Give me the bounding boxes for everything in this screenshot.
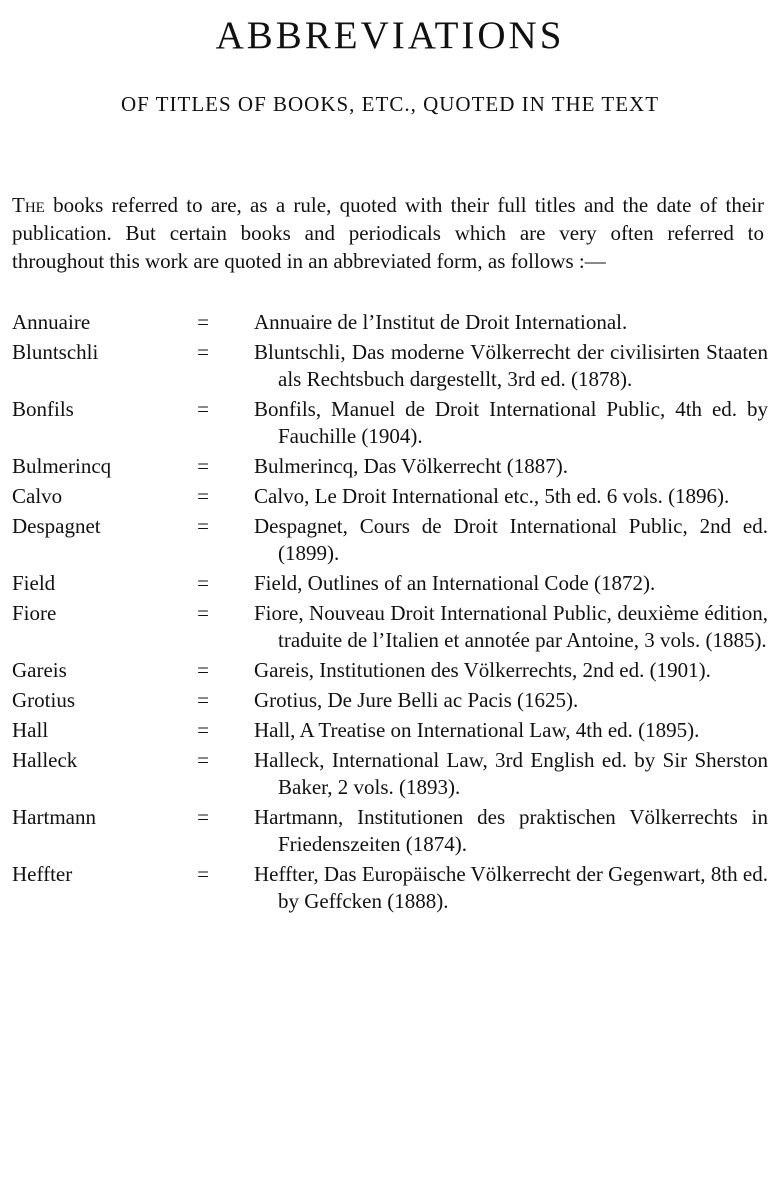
equals-sign: = xyxy=(197,805,209,829)
abbreviation-full-title: Hall, A Treatise on International Law, 4th ed. (1895). xyxy=(254,718,700,742)
abbreviation-term: Grotius xyxy=(12,688,75,712)
abbreviation-entry xyxy=(12,483,768,510)
equals-sign: = xyxy=(197,514,209,538)
abbreviation-entry xyxy=(12,747,768,801)
abbreviation-entry xyxy=(12,396,768,450)
abbreviation-term: Field xyxy=(12,571,56,595)
abbreviation-entry xyxy=(12,453,768,480)
abbreviation-term: Gareis xyxy=(12,658,67,682)
equals-sign: = xyxy=(197,601,209,625)
abbreviation-term: Heffter xyxy=(12,862,73,886)
abbreviation-entry xyxy=(12,513,768,567)
abbreviation-full-title: Bonfils, Manuel de Droit International Public, 4th ed. by Fauchille (1904). xyxy=(254,397,768,448)
equals-sign: = xyxy=(197,484,209,508)
abbreviation-term: Calvo xyxy=(12,484,63,508)
abbreviation-entry xyxy=(12,570,768,597)
abbreviation-full-title: Grotius, De Jure Belli ac Pacis (1625). xyxy=(254,688,579,712)
abbreviation-full-title: Fiore, Nouveau Droit International Public, deuxième édition, traduite de l’Italien et annotée par Antoine, 3 vols. (1885). xyxy=(254,601,768,652)
intro-text: books referred to are, as a rule, quoted with their full titles and the date of their publication. But certain books and periodicals which are very often referred to throughout this work are quoted in an abbreviated form, as follows :— xyxy=(12,193,764,273)
abbreviation-full-title: Gareis, Institutionen des Völkerrechts, 2nd ed. (1901). xyxy=(254,658,711,682)
abbreviation-entry xyxy=(12,861,768,915)
abbreviation-full-title: Field, Outlines of an International Code (1872). xyxy=(254,571,656,595)
abbreviation-entry xyxy=(12,657,768,684)
abbreviation-term: Annuaire xyxy=(12,310,91,334)
abbreviation-entry xyxy=(12,339,768,393)
abbreviation-full-title: Despagnet, Cours de Droit International Public, 2nd ed. (1899). xyxy=(254,514,768,565)
page-title: ABBREVIATIONS xyxy=(215,14,565,57)
page-subtitle: OF TITLES OF BOOKS, ETC., QUOTED IN THE TEXT xyxy=(120,92,660,116)
equals-sign: = xyxy=(197,862,209,886)
abbreviation-term: Halleck xyxy=(12,748,78,772)
abbreviation-term: Hall xyxy=(12,718,49,742)
abbreviation-entry xyxy=(12,687,768,714)
abbreviation-full-title: Hartmann, Institutionen des praktischen Völkerrechts in Friedenszeiten (1874). xyxy=(254,805,768,856)
abbreviation-full-title: Annuaire de l’Institut de Droit International. xyxy=(254,310,628,334)
abbreviation-term: Fiore xyxy=(12,601,57,625)
equals-sign: = xyxy=(197,718,209,742)
intro-lead-word: The xyxy=(12,193,45,217)
intro-paragraph xyxy=(12,191,764,275)
equals-sign: = xyxy=(197,397,209,421)
equals-sign: = xyxy=(197,310,209,334)
abbreviation-full-title: Heffter, Das Europäische Völkerrecht der Gegenwart, 8th ed. by Geffcken (1888). xyxy=(254,862,768,913)
abbreviation-entry xyxy=(12,309,768,336)
equals-sign: = xyxy=(197,658,209,682)
equals-sign: = xyxy=(197,454,209,478)
abbreviation-full-title: Bluntschli, Das moderne Völkerrecht der civilisirten Staaten als Rechtsbuch dargestellt, 3rd ed. (1878). xyxy=(254,340,768,391)
equals-sign: = xyxy=(197,688,209,712)
abbreviation-full-title: Halleck, International Law, 3rd English ed. by Sir Sherston Baker, 2 vols. (1893). xyxy=(254,748,768,799)
abbreviations-list xyxy=(12,309,768,918)
equals-sign: = xyxy=(197,571,209,595)
equals-sign: = xyxy=(197,340,209,364)
equals-sign: = xyxy=(197,748,209,772)
abbreviation-term: Bluntschli xyxy=(12,340,99,364)
abbreviation-term: Despagnet xyxy=(12,514,101,538)
abbreviation-full-title: Bulmerincq, Das Völkerrecht (1887). xyxy=(254,454,568,478)
abbreviation-entry xyxy=(12,600,768,654)
abbreviation-entry xyxy=(12,804,768,858)
abbreviation-term: Hartmann xyxy=(12,805,96,829)
abbreviation-full-title: Calvo, Le Droit International etc., 5th ed. 6 vols. (1896). xyxy=(254,484,730,508)
abbreviation-entry xyxy=(12,717,768,744)
abbreviation-term: Bonfils xyxy=(12,397,74,421)
abbreviation-term: Bulmerincq xyxy=(12,454,112,478)
